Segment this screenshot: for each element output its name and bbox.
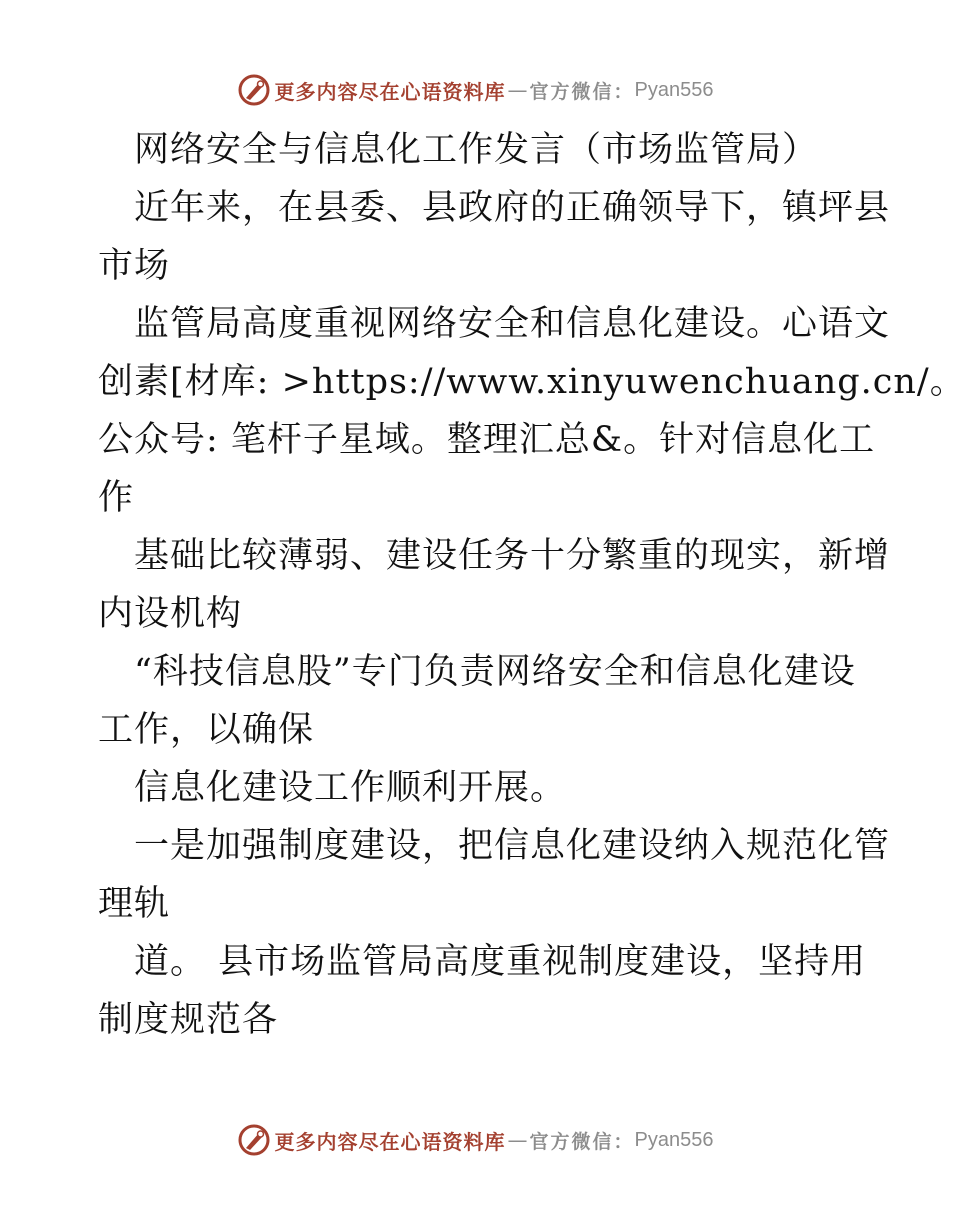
footer-banner (0, 1120, 950, 1160)
text-line: 一是加强制度建设，把信息化建设纳入规范化管 (134, 826, 891, 866)
banner-account: Pyan556 (634, 1128, 714, 1151)
text-line: 信息化建设工作顺利开展。 (134, 768, 567, 808)
pen-logo-icon (237, 73, 271, 107)
text-line: 理轨 (98, 884, 171, 924)
text-line: 制度规范各 (98, 1000, 279, 1040)
banner-separator: — (507, 78, 528, 102)
text-line: 基础比较薄弱、建设任务十分繁重的现实，新增 (134, 536, 891, 576)
banner-label: 官方微信： (529, 1130, 635, 1153)
document-title: 网络安全与信息化工作发言（市场监管局） (134, 130, 819, 170)
text-line: 道。 县市场监管局高度重视制度建设，坚持用 (134, 942, 867, 982)
header-banner (0, 70, 950, 110)
text-line: 公众号: 笔杆子星域。整理汇总&。针对信息化工 (98, 420, 876, 460)
text-line: 创素[材库: >https://www.xinyuwenchuang.cn/。 (98, 362, 966, 402)
banner-tagline: 更多内容尽在心语资料库 (274, 1129, 506, 1154)
text-line: 内设机构 (98, 594, 243, 634)
banner-account: Pyan556 (634, 78, 714, 101)
text-line: 近年来，在县委、县政府的正确领导下，镇坪县 (134, 188, 891, 228)
text-line: “科技信息股”专门负责网络安全和信息化建设 (134, 652, 856, 692)
text-line: 工作，以确保 (98, 710, 315, 750)
text-line: 监管局高度重视网络安全和信息化建设。心语文 (134, 304, 891, 344)
banner-label: 官方微信： (529, 80, 635, 103)
banner-separator: — (507, 1128, 528, 1152)
banner-tagline: 更多内容尽在心语资料库 (274, 79, 506, 104)
pen-logo-icon (237, 1123, 271, 1157)
text-line: 市场 (98, 246, 171, 286)
text-line: 作 (98, 478, 135, 518)
